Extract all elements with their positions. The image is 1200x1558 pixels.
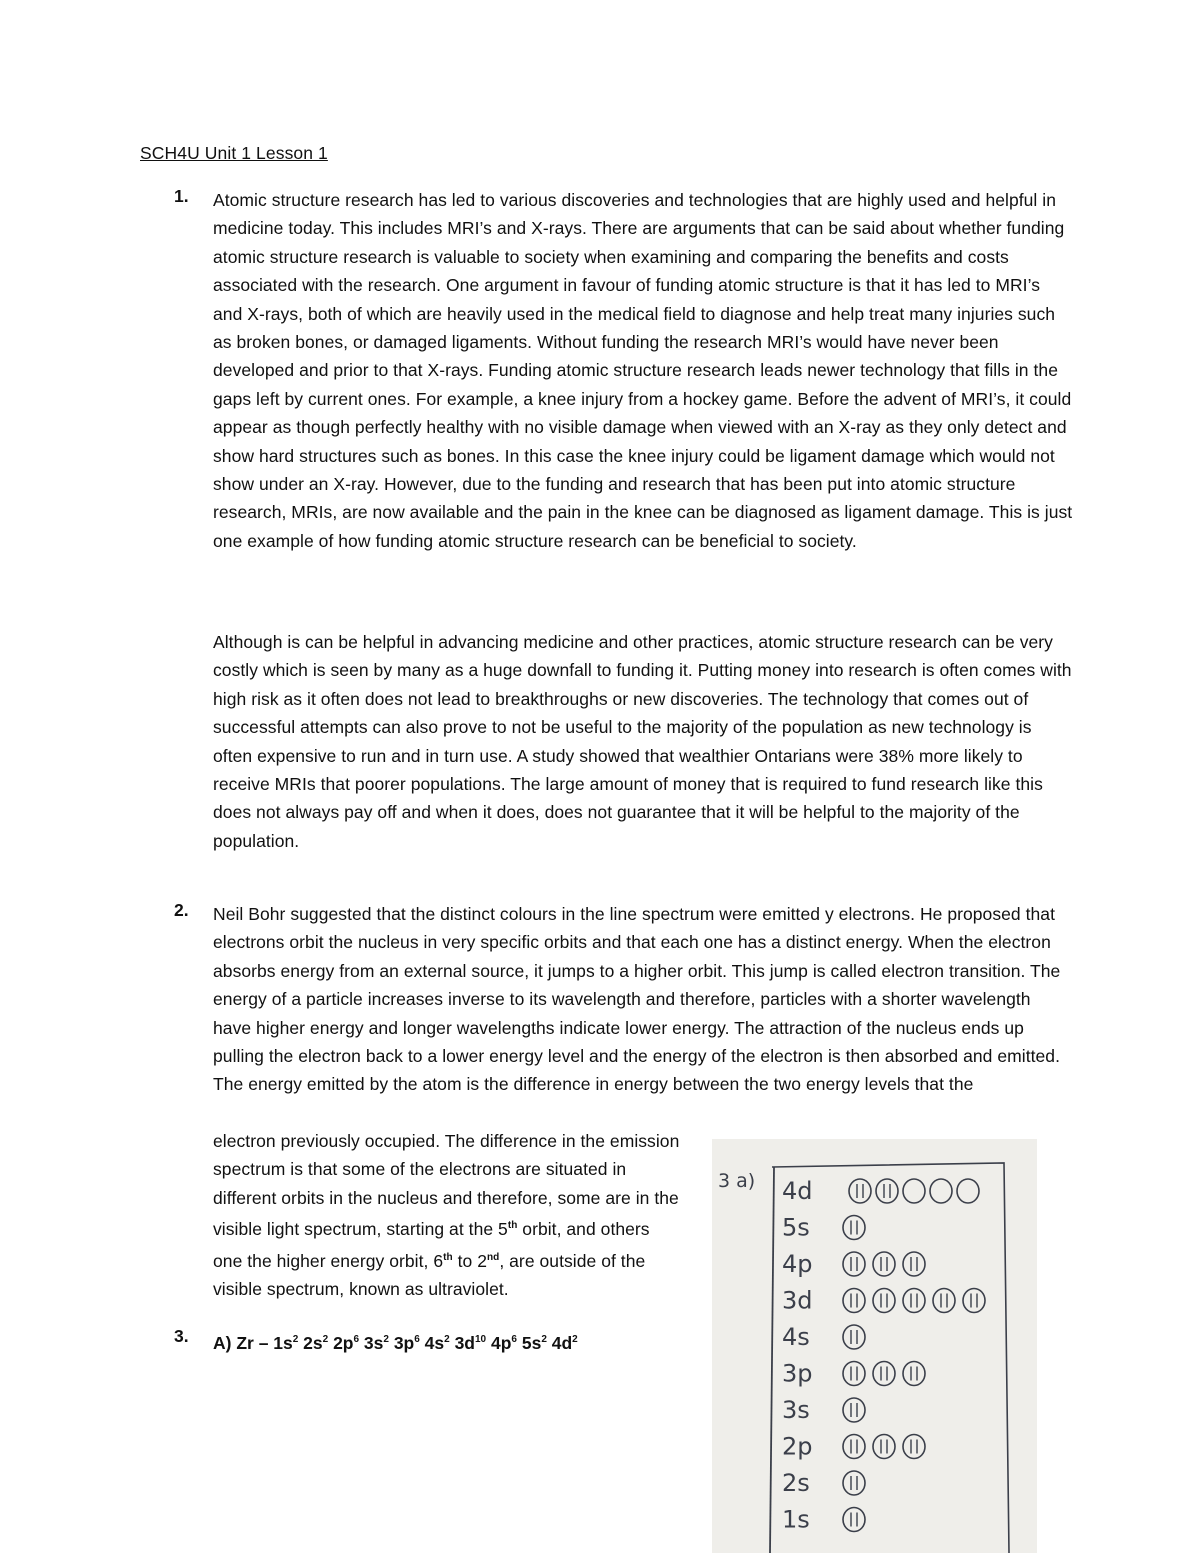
config-exponent: 2 [292,1334,299,1345]
handwritten-orbital-diagram-photo [712,1139,1037,1553]
config-exponent: 6 [414,1334,420,1345]
config-prefix: A) Zr – 1s [213,1333,293,1353]
config-exponent: 2 [572,1334,578,1345]
config-orbital: 5s [516,1333,542,1353]
q2-sup-2: th [443,1251,453,1263]
config-orbital: 4p [486,1333,512,1353]
config-orbital: 4d [546,1333,573,1353]
orbital-label: 3s [782,1396,810,1424]
q1-paragraph-1: Atomic structure research has led to various discoveries and technologies that are highly used and helpful in medicine today. This includes MRI’s and X-rays. There are arguments that can be said about whether funding atomic structure research is valuable to society when examining and comparing the benefits and costs associated with the research. One argument in favour of funding atomic structure is that it has led to MRI’s and X-rays, both of which are heavily used in the medical field to diagnose and help treat many injuries such as broken bones, or damaged ligaments. Without funding the research MRI’s would have never been developed and prior to that X-rays. Funding atomic structure research leads newer technology that fills in the gaps left by current ones. For example, a knee injury from a hockey game. Before the advent of MRI’s, it could appear as though perfectly healthy with no visible damage when viewed with an X-ray as they only detect and show hard structures such as bones. In this case the knee injury could be ligament damage which would not show under an X-ray. However, due to the funding and research that has been put into atomic structure research, MRIs, are now available and the pain in the knee can be diagnosed as ligament damage. This is just one example of how funding atomic structure research can be beneficial to society. [213,190,1073,551]
handwritten-label: 3 a) [718,1170,756,1192]
orbital-label: 4p [782,1250,813,1278]
orbital-label: 3p [782,1359,813,1388]
q2-paragraph-narrow [213,1127,683,1303]
config-orbital: 3d [449,1333,475,1353]
q2-paragraph-wide: Neil Bohr suggested that the distinct colours in the line spectrum were emitted y electrons. He proposed that electrons orbit the nucleus in very specific orbits and that each one has a distinct energy. When the electron absorbs energy from an external source, it jumps to a higher orbit. This jump is called electron transition. The energy of a particle increases inverse to its wavelength and therefore, particles with a shorter wavelength have higher energy and longer wavelengths indicate lower energy. The attraction of the nucleus ends up pulling the electron back to a lower energy level and the energy of the electron is then absorbed and emitted. The energy emitted by the atom is the difference in energy between the two energy levels that the [213,904,1061,1095]
config-exponent: 10 [475,1334,487,1345]
orbital-label: 2p [782,1432,813,1461]
orbital-label: 4d [782,1177,813,1205]
q2-text-part-1: electron previously occupied. The difference in the emission spectrum is that some of the electrons are situated in different orbits in the nucleus and therefore, some are in the visible light spectrum, starting at the 5 [213,1131,680,1240]
orbital-label: 2s [782,1469,810,1497]
item-number-2: 2. [174,900,189,920]
q1-paragraph-2: Although is can be helpful in advancing medicine and other practices, atomic structure research can be very costly which is seen by many as a huge downfall to funding it. Putting money into research is often comes with high risk as it often does not lead to breakthroughs or new discoveries. The technology that comes out of successful attempts can also prove to not be useful to the majority of the population as new technology is often expensive to run and in turn use. A study showed that wealthier Ontarians were 38% more likely to receive MRIs that poorer populations. The large amount of money that is required to fund research like this does not always pay off and when it does, does not guarantee that it will be helpful to the majority of the population. [213,632,1072,851]
config-exponent: 6 [511,1334,517,1345]
item-number-1: 1. [174,186,189,206]
orbital-label: 3d [782,1286,813,1315]
q2-sup-3: nd [487,1251,500,1263]
q2-sup-1: th [507,1220,518,1232]
q2-text-part-2: orbit, and others one the higher energy orbit, 6 [213,1219,650,1271]
orbital-label: 4s [782,1323,810,1351]
config-orbital: 2p [328,1333,354,1353]
config-exponent: 2 [444,1334,450,1345]
config-exponent: 2 [541,1334,547,1345]
orbital-diagram-drawing [712,1139,1037,1553]
orbital-label: 5s [782,1213,810,1242]
q2-text-part-4: , are outside of the visible spectrum, known as ultraviolet. [213,1250,646,1300]
config-exponent: 2 [383,1334,389,1345]
config-exponent: 6 [353,1334,360,1345]
q2-text-part-3: to 2 [452,1250,487,1271]
orbital-label: 1s [782,1505,810,1534]
item-number-3: 3. [174,1326,189,1346]
electron-configuration [213,1326,578,1357]
config-orbital: 4s [419,1333,445,1353]
config-orbital: 2s [298,1333,323,1353]
document-heading: SCH4U Unit 1 Lesson 1 [140,143,328,163]
config-orbital: 3s [359,1333,384,1353]
config-exponent: 2 [322,1334,329,1345]
paper-background [712,1139,1037,1553]
config-orbital: 3p [388,1333,415,1353]
